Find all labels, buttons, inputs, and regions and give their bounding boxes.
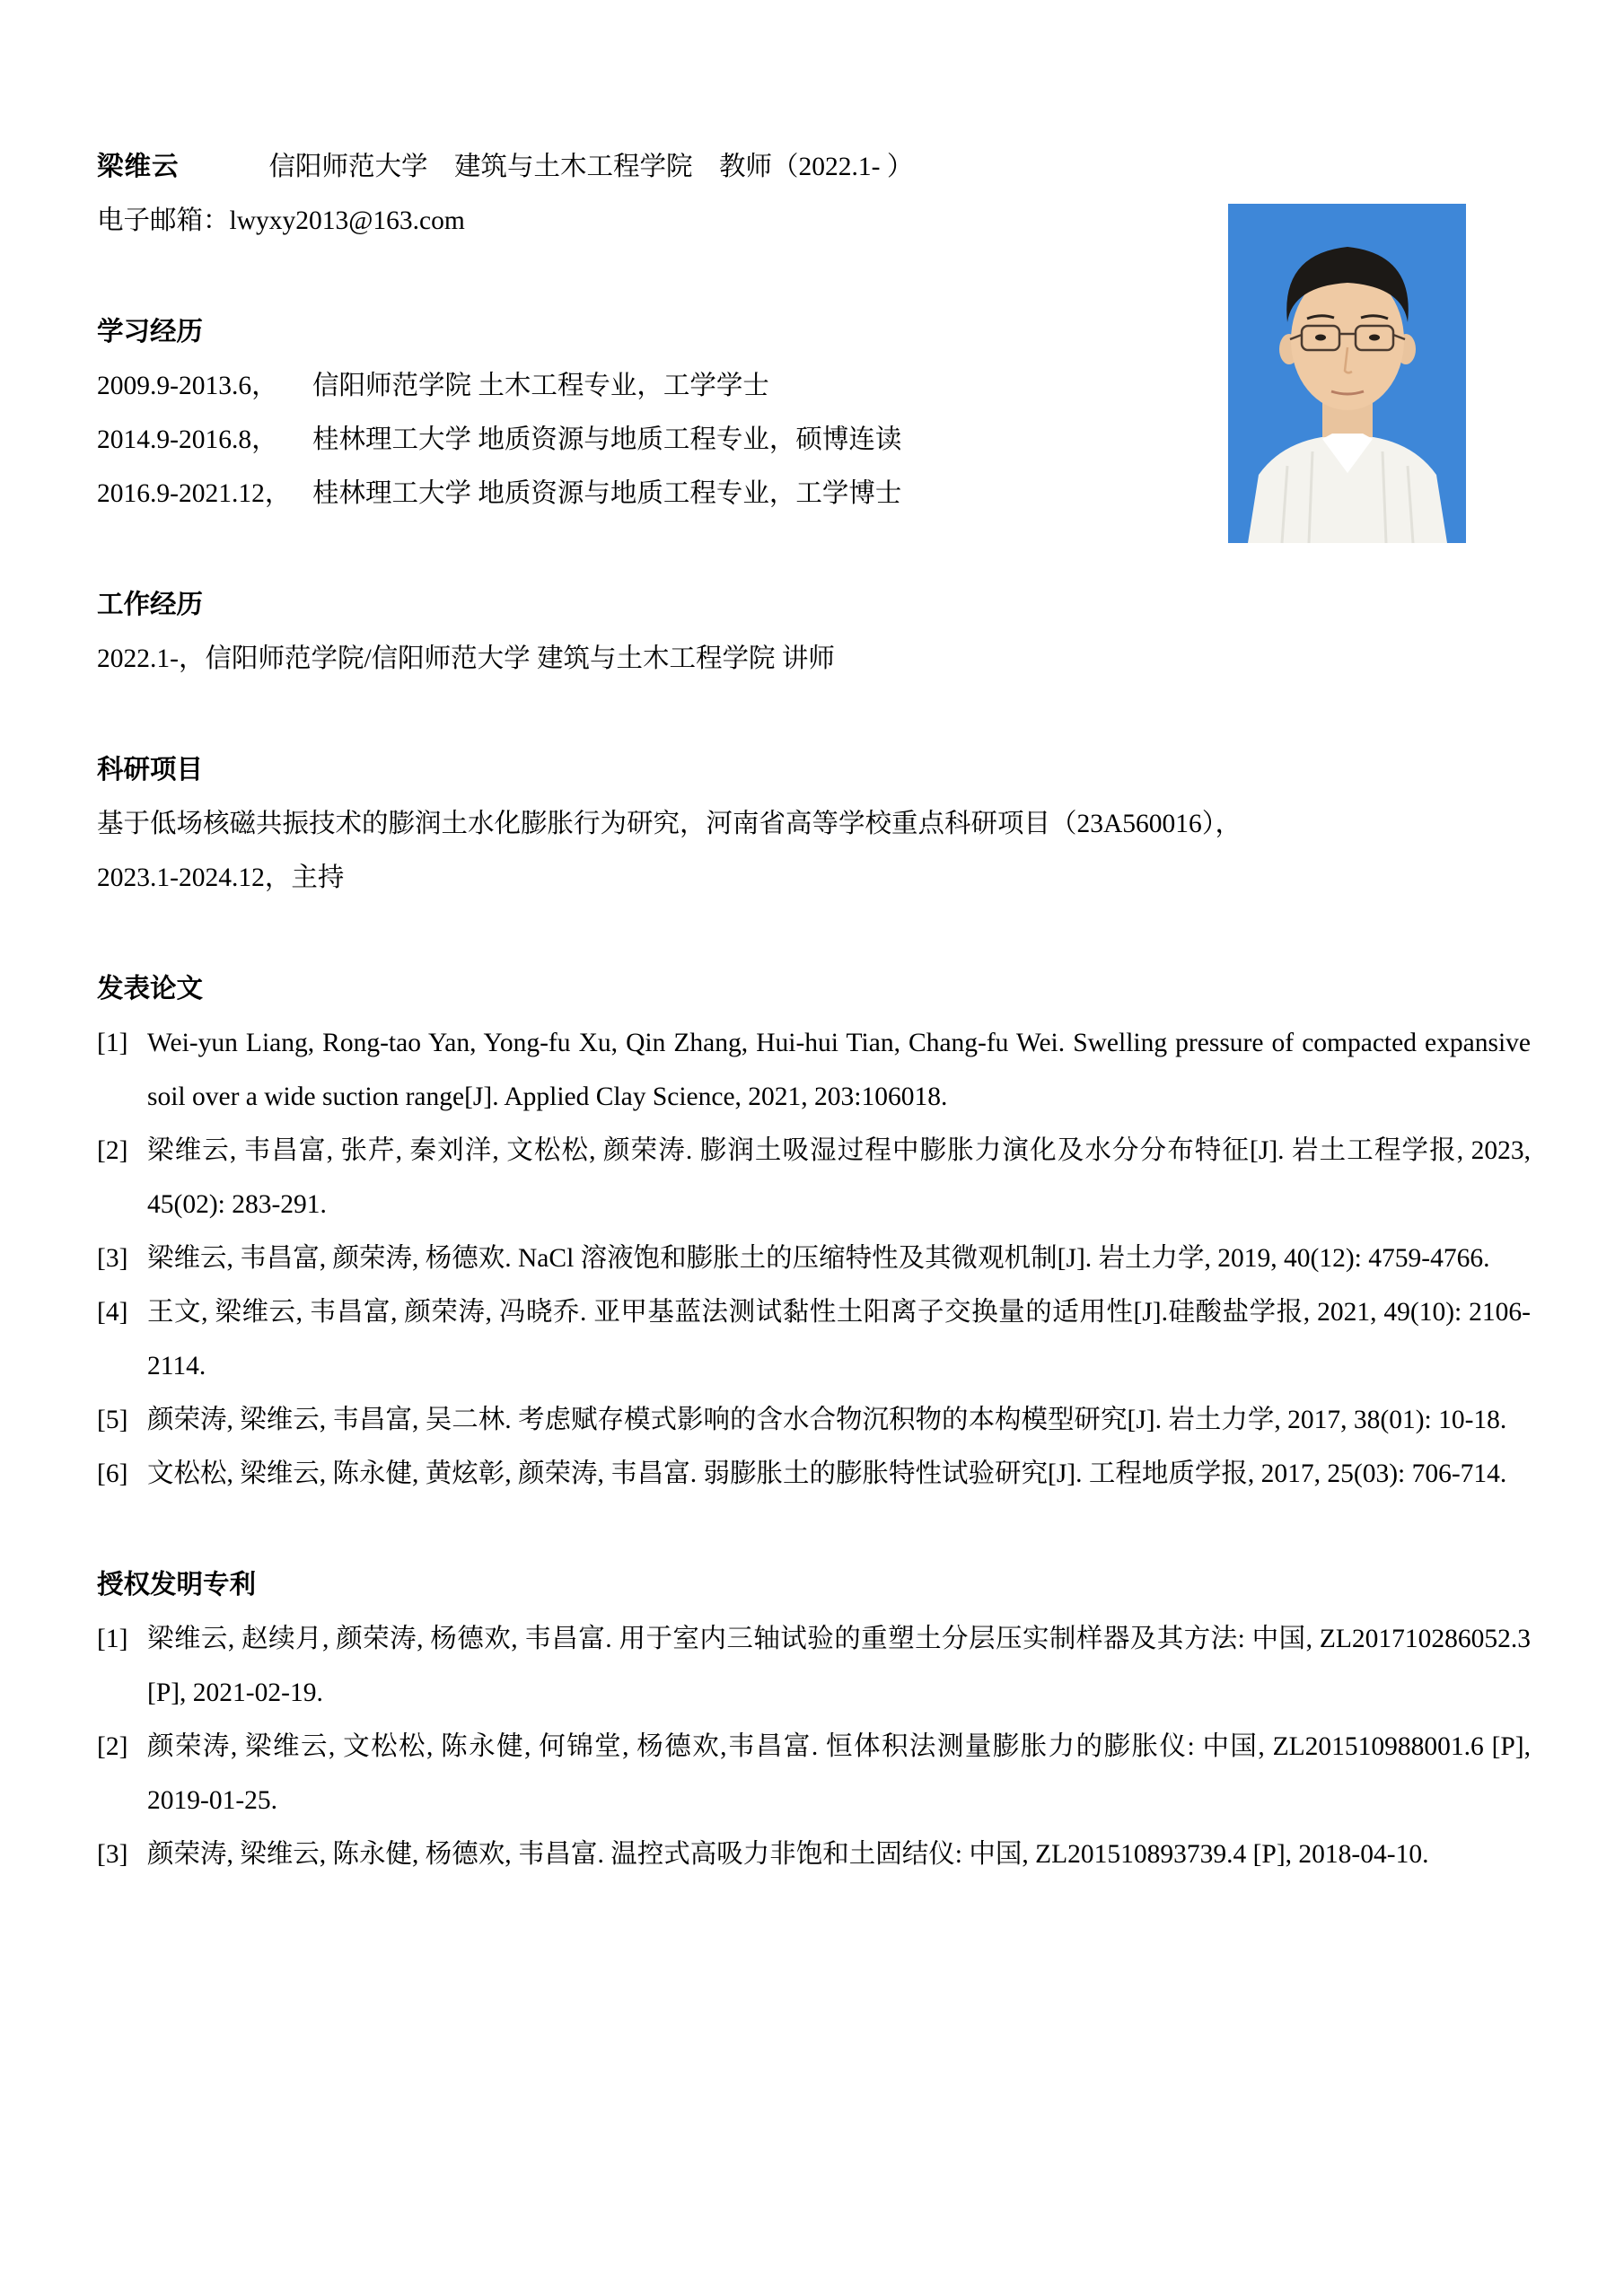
paper-number: [1] [97, 1029, 128, 1057]
affiliation-text: 信阳师范大学 建筑与土木工程学院 教师（2022.1- ） [268, 153, 914, 181]
section-title-research: 科研项目 [97, 756, 204, 784]
patent-text: 颜荣涛, 梁维云, 文松松, 陈永健, 何锦堂, 杨德欢,韦昌富. 恒体积法测量膨胀力的膨胀仪: 中国, ZL201510988001.6 [P], 2019-01-25. [147, 1732, 1531, 1815]
education-detail: 桂林理工大学 地质资源与地质工程专业，工学博士 [312, 479, 902, 508]
photo-eye-left [1315, 335, 1326, 341]
patent-number: [2] [97, 1732, 128, 1761]
education-detail: 桂林理工大学 地质资源与地质工程专业，硕博连读 [312, 425, 902, 454]
research-project-line: 2023.1-2024.12，主持 [97, 863, 345, 892]
patent-number: [3] [97, 1840, 128, 1869]
email-label: 电子邮箱： [97, 206, 230, 235]
section-title-education: 学习经历 [97, 318, 204, 346]
patent-number: [1] [97, 1625, 128, 1653]
paper-number: [4] [97, 1298, 128, 1327]
paper-item [97, 1124, 1531, 1231]
patent-item [97, 1720, 1531, 1827]
paper-text: Wei-yun Liang, Rong-tao Yan, Yong-fu Xu, Qin Zhang, Hui-hui Tian, Chang-fu Wei. Swelling pressure of compacted expansive soil over a wide suction range[J]. Applied Clay Science, 2021, 203:106018. [147, 1029, 1531, 1111]
patent-item [97, 1612, 1531, 1720]
portrait-photo [1228, 204, 1466, 543]
paper-item [97, 1016, 1531, 1124]
education-detail: 信阳师范学院 土木工程专业，工学学士 [312, 372, 769, 400]
portrait-photo-graphic [1228, 204, 1466, 543]
section-title-work: 工作经历 [97, 591, 204, 619]
paper-item [97, 1231, 1531, 1285]
paper-number: [5] [97, 1406, 128, 1434]
person-name: 梁维云 [97, 153, 180, 181]
patent-text: 梁维云, 赵续月, 颜荣涛, 杨德欢, 韦昌富. 用于室内三轴试验的重塑土分层压实制样器及其方法: 中国, ZL201710286052.3 [P], 2021-02-19. [147, 1625, 1531, 1707]
header [97, 140, 1531, 194]
paper-item [97, 1393, 1531, 1447]
work-item: 2022.1-，信阳师范学院/信阳师范大学 建筑与土木工程学院 讲师 [97, 644, 835, 673]
photo-eye-right [1369, 335, 1380, 341]
research-project-line: 基于低场核磁共振技术的膨润土水化膨胀行为研究，河南省高等学校重点科研项目（23A560016）， [97, 810, 1242, 838]
paper-text: 颜荣涛, 梁维云, 韦昌富, 吴二林. 考虑赋存模式影响的含水合物沉积物的本构模型研究[J]. 岩土力学, 2017, 38(01): 10-18. [147, 1406, 1507, 1434]
paper-text: 梁维云, 韦昌富, 张芹, 秦刘洋, 文松松, 颜荣涛. 膨润土吸湿过程中膨胀力演化及水分分布特征[J]. 岩土工程学报, 2023, 45(02): 283-291. [147, 1136, 1531, 1219]
section-title-papers: 发表论文 [97, 975, 204, 1003]
education-date: 2016.9-2021.12， [97, 479, 292, 508]
education-date: 2009.9-2013.6， [97, 372, 278, 400]
paper-text: 王文, 梁维云, 韦昌富, 颜荣涛, 冯晓乔. 亚甲基蓝法测试黏性土阳离子交换量的适用性[J].硅酸盐学报, 2021, 49(10): 2106-2114. [147, 1298, 1531, 1380]
paper-text: 文松松, 梁维云, 陈永健, 黄炫彰, 颜荣涛, 韦昌富. 弱膨胀土的膨胀特性试验研究[J]. 工程地质学报, 2017, 25(03): 706-714. [147, 1459, 1507, 1488]
patent-item [97, 1827, 1531, 1881]
email-value: lwyxy2013@163.com [229, 206, 465, 235]
paper-number: [2] [97, 1136, 128, 1165]
section-title-patents: 授权发明专利 [97, 1571, 257, 1599]
paper-number: [3] [97, 1244, 128, 1273]
patent-text: 颜荣涛, 梁维云, 陈永健, 杨德欢, 韦昌富. 温控式高吸力非饱和土固结仪: 中国, ZL201510893739.4 [P], 2018-04-10. [147, 1840, 1429, 1869]
paper-item [97, 1447, 1531, 1501]
education-date: 2014.9-2016.8， [97, 425, 278, 454]
paper-text: 梁维云, 韦昌富, 颜荣涛, 杨德欢. NaCl 溶液饱和膨胀土的压缩特性及其微观机制[J]. 岩土力学, 2019, 40(12): 4759-4766. [147, 1244, 1490, 1273]
paper-number: [6] [97, 1459, 128, 1488]
paper-item [97, 1285, 1531, 1393]
